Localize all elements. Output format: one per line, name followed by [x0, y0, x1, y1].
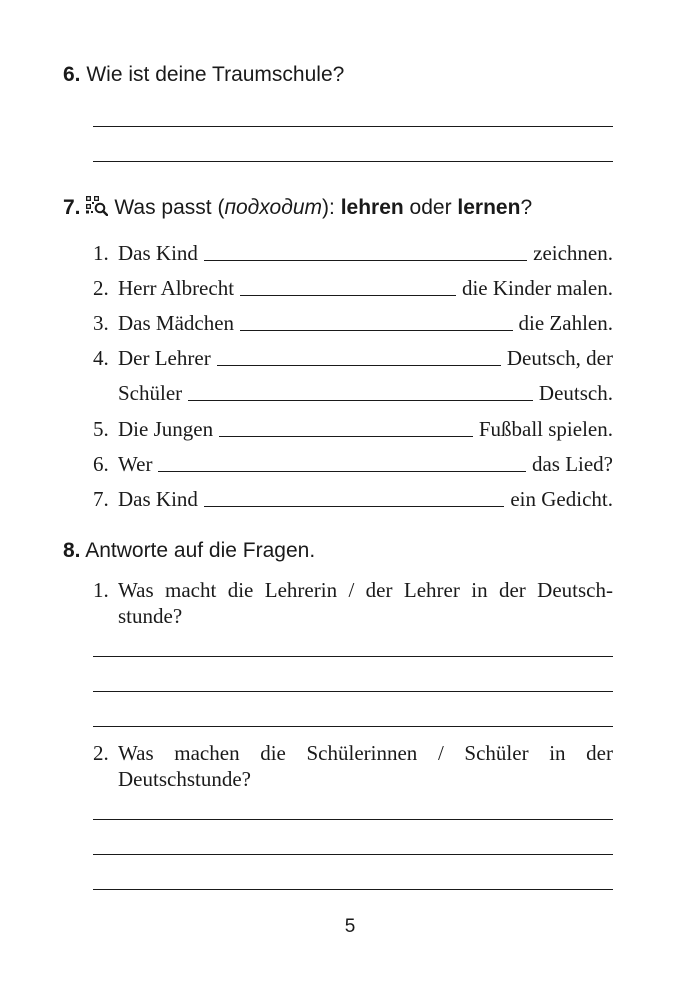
question-block — [93, 577, 613, 629]
question-block — [93, 740, 613, 792]
task-number: 8. — [63, 539, 81, 562]
task-number: 6. — [63, 63, 81, 86]
task-prompt — [114, 196, 532, 219]
item-text-before: Der Lehrer — [118, 346, 211, 370]
qr-search-icon — [86, 196, 108, 216]
fill-in-row — [93, 271, 613, 301]
question-text: Was macht die Lehrerin / der Lehrer in der Deutschstunde? — [118, 578, 613, 628]
fill-in-row — [93, 412, 613, 442]
page-number: 5 — [344, 916, 356, 937]
item-number: 2. — [93, 276, 109, 300]
item-number: 1. — [93, 241, 109, 265]
item-number: 3. — [93, 311, 109, 335]
question-number: 1. — [93, 578, 109, 602]
item-text-after: die Zahlen. — [518, 311, 613, 335]
item-text-after: das Lied? — [531, 452, 613, 476]
fill-in-row — [93, 482, 613, 512]
fill-blank[interactable] — [219, 436, 473, 437]
item-text-after: ein Gedicht. — [510, 487, 613, 511]
prompt-text: Was passt ( — [114, 196, 225, 219]
task-instruction: Antworte auf die Fragen. — [85, 539, 316, 562]
prompt-text: ? — [520, 196, 533, 219]
fill-blank[interactable] — [240, 295, 456, 296]
answer-line[interactable] — [93, 726, 613, 727]
item-text-after: Deutsch, der — [506, 346, 613, 370]
fill-in-row — [93, 341, 613, 371]
option-word: lernen — [457, 196, 521, 219]
fill-in-row — [93, 306, 613, 336]
item-text-before: Wer — [118, 452, 153, 476]
item-text-before: Die Jungen — [118, 417, 214, 441]
item-text-after: zeichnen. — [533, 241, 613, 265]
fill-in-row — [93, 376, 613, 406]
question-text: Was machen die Schülerinnen / Schüler in der Deutschstunde? — [118, 741, 613, 791]
fill-blank[interactable] — [217, 365, 501, 366]
answer-line[interactable] — [93, 889, 613, 890]
task-question: Wie ist deine Traumschule? — [86, 63, 345, 86]
answer-line[interactable] — [93, 854, 613, 855]
task-6-heading — [63, 62, 344, 88]
answer-line[interactable] — [93, 656, 613, 657]
answer-line[interactable] — [93, 126, 613, 127]
task-7-heading — [63, 195, 532, 221]
task-8-heading — [63, 538, 315, 564]
item-text-before: Das Kind — [118, 487, 198, 511]
fill-blank[interactable] — [204, 506, 504, 507]
option-word: lehren — [340, 196, 404, 219]
question-number: 2. — [93, 741, 109, 765]
item-text-after: Deutsch. — [538, 381, 613, 405]
item-number: 6. — [93, 452, 109, 476]
prompt-text: oder — [403, 196, 458, 219]
item-number: 5. — [93, 417, 109, 441]
item-text-after: die Kinder malen. — [461, 276, 613, 300]
fill-blank[interactable] — [158, 471, 526, 472]
item-text-before: Herr Albrecht — [118, 276, 235, 300]
fill-blank[interactable] — [204, 260, 527, 261]
fill-blank[interactable] — [188, 400, 533, 401]
task-number: 7. — [63, 196, 81, 219]
prompt-translation: подходит — [224, 196, 323, 219]
item-text-before: Schüler — [118, 381, 183, 405]
item-text-after: Fußball spielen. — [478, 417, 613, 441]
item-text-before: Das Mädchen — [118, 311, 235, 335]
fill-in-row — [93, 447, 613, 477]
fill-in-row — [93, 236, 613, 266]
item-number: 7. — [93, 487, 109, 511]
item-number: 4. — [93, 346, 109, 370]
answer-line[interactable] — [93, 691, 613, 692]
item-text-before: Das Kind — [118, 241, 198, 265]
prompt-text: ): — [322, 196, 341, 219]
answer-line[interactable] — [93, 819, 613, 820]
answer-line[interactable] — [93, 161, 613, 162]
fill-blank[interactable] — [240, 330, 512, 331]
